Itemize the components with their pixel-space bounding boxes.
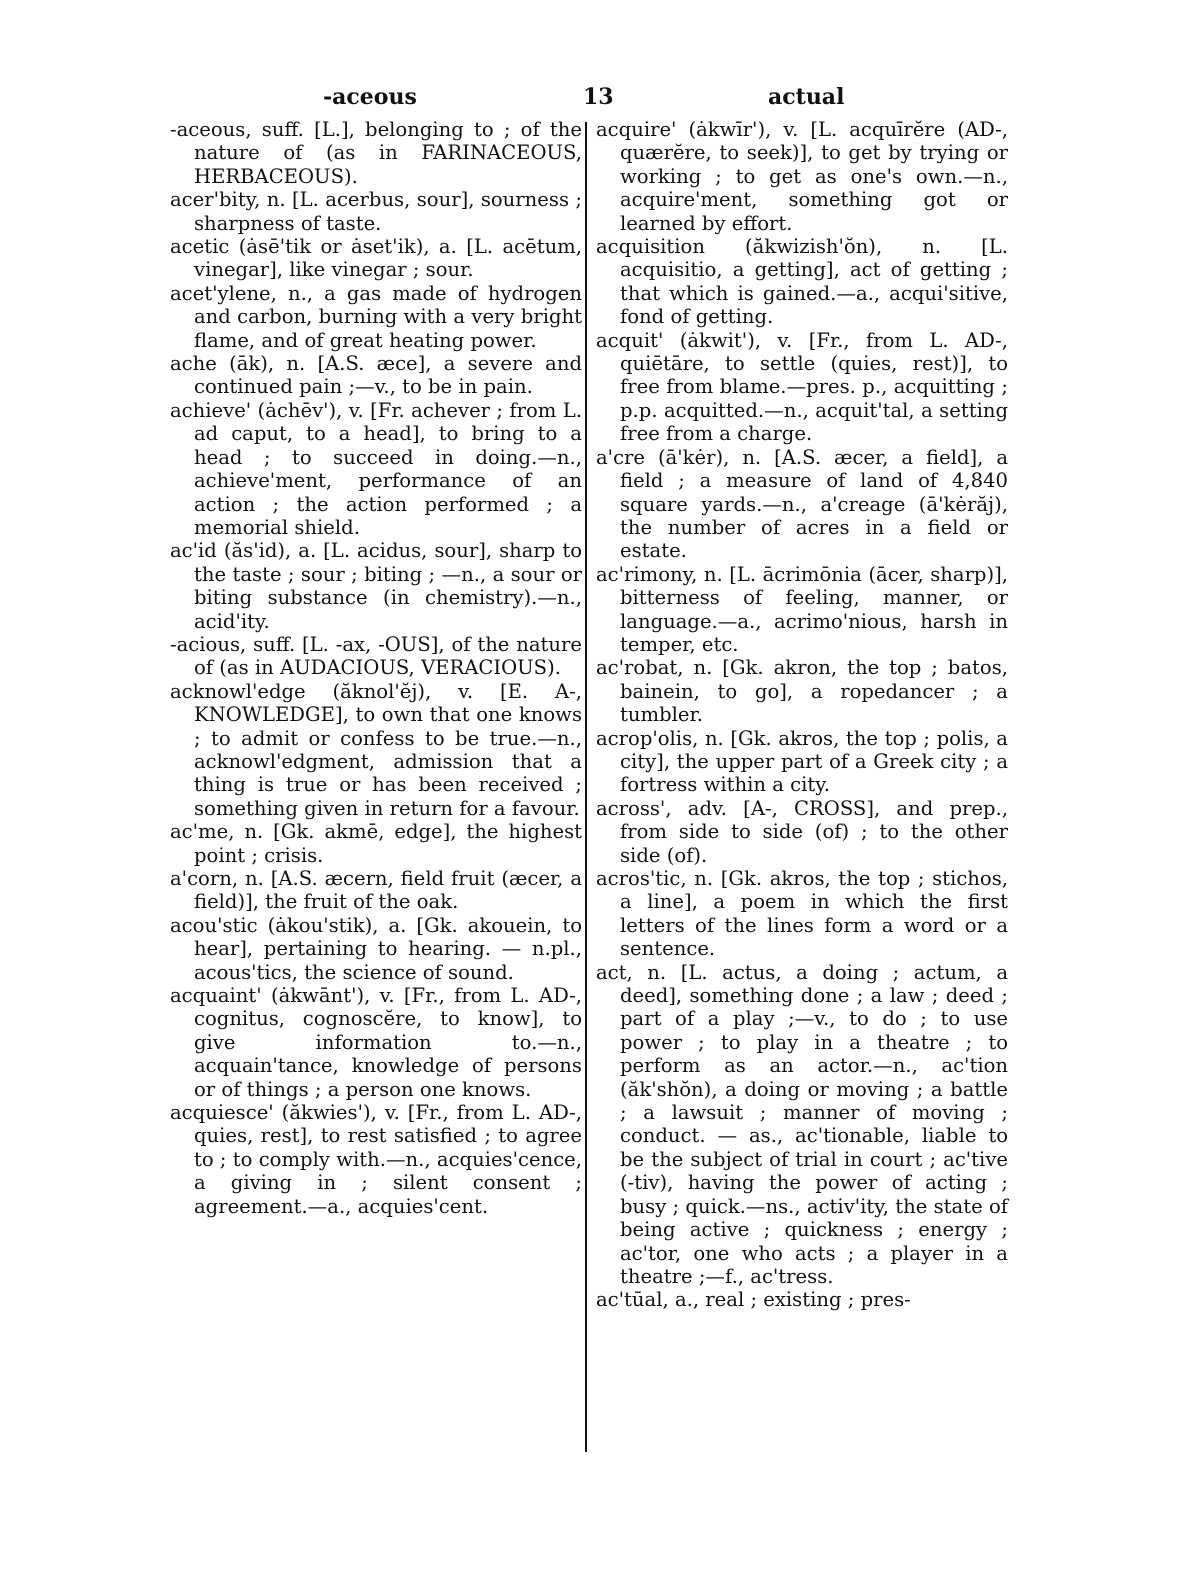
column-divider — [585, 122, 587, 1452]
entry: -acious, suff. [L. -ax, -OUS], of the nature of (as in AUDACIOUS, VERACIOUS). — [170, 632, 582, 680]
entry: ac'id (ăs'id), a. [L. acidus, sour], sharp to the taste ; sour ; biting ; —n., a sour or biting substance (in chemistry).—n., acid'ity. — [170, 539, 582, 633]
entry: acquiesce' (ăkwies'), v. [Fr., from L. AD-, quies, rest], to rest satisfied ; to agree to ; to comply with.—n., acquies'cence, a giving in ; silent consent ; agreement.—a., acquies'cent. — [170, 1101, 582, 1218]
entry: a'corn, n. [A.S. æcern, field fruit (æcer, a field)], the fruit of the oak. — [170, 867, 582, 914]
entry: acetic (ȧsē'tik or ȧset'ik), a. [L. acētum, vinegar], like vinegar ; sour. — [170, 235, 582, 282]
page-header — [168, 84, 1022, 116]
entry: ac'me, n. [Gk. akmē, edge], the highest point ; crisis. — [170, 820, 582, 867]
entry: -aceous, suff. [L.], belonging to ; of the nature of (as in FARINACEOUS, HERBACEOUS). — [170, 118, 582, 188]
entry: acquisition (ăkwizish'ŏn), n. [L. acquisitio, a getting], act of getting ; that which is gained.—a., acqui'sitive, fond of getting. — [596, 235, 1008, 329]
entry: ac'rimony, n. [L. ācrimōnia (ācer, sharp)], bitterness of feeling, manner, or language.—a., acrimo'nious, harsh in temper, etc. — [596, 562, 1008, 656]
entry: acquire' (ȧkwīr'), v. [L. acquīrĕre (AD-, quærĕre, to seek)], to get by trying or working ; to get as one's own.—n., acquire'ment, something got or learned by effort. — [596, 118, 1008, 235]
entry: acer'bity, n. [L. acerbus, sour], sourness ; sharpness of taste. — [170, 188, 582, 235]
entry: ache (āk), n. [A.S. æce], a severe and continued pain ;—v., to be in pain. — [170, 352, 582, 399]
left-guide-word: -aceous — [323, 84, 417, 110]
entry: a'cre (ā'kėr), n. [A.S. æcer, a field], a field ; a measure of land of 4,840 square yards.—n., a'creage (ā'kėrăj), the number of acres in a field or estate. — [596, 445, 1008, 563]
right-guide-word: actual — [768, 84, 845, 110]
entry: acquaint' (ȧkwānt'), v. [Fr., from L. AD-, cognitus, cognoscĕre, to know], to give information to.—n., acquain'tance, knowledge of persons or of things ; a person one knows. — [170, 984, 582, 1101]
page-number: 13 — [583, 84, 614, 110]
entry: acknowl'edge (ăknol'ĕj), v. [E. A-, KNOWLEDGE], to own that one knows ; to admit or confess to be true.—n., acknowl'edgment, admission that a thing is true or has been received ; something given in return for a favour. — [170, 679, 582, 820]
entry: ac'robat, n. [Gk. akron, the top ; batos, bainein, to go], a ropedancer ; a tumbler. — [596, 656, 1008, 727]
entry: act, n. [L. actus, a doing ; actum, a deed], something done ; a law ; deed ; part of a play ;—v., to do ; to use power ; to play in a theatre ; to perform as an actor.—n., ac'tion (ăk'shŏn), a doing or moving ; a battle ; a lawsuit ; manner of moving ; conduct. — as., ac'tionable, liable to be the subject of trial in court ; ac'tive (-tiv), having the power of acting ; busy ; quick.—ns., activ'ity, the state of being active ; quickness ; energy ; ac'tor, one who acts ; a player in a theatre ;—f., ac'tress. — [596, 960, 1008, 1288]
entry: ac'tūal, a., real ; existing ; pres- — [596, 1288, 911, 1312]
right-column — [596, 118, 1008, 1312]
entry: acrop'olis, n. [Gk. akros, the top ; polis, a city], the upper part of a Greek city ; a fortress within a city. — [596, 726, 1008, 797]
left-column — [170, 118, 582, 1218]
entry: acquit' (ȧkwit'), v. [Fr., from L. AD-, quiētāre, to settle (quies, rest)], to free from blame.—pres. p., acquitting ; p.p. acquitted.—n., acquit'tal, a setting free from a charge. — [596, 328, 1008, 446]
entry: across', adv. [A-, CROSS], and prep., from side to side (of) ; to the other side (of). — [596, 796, 1008, 867]
entry: acet'ylene, n., a gas made of hydrogen and carbon, burning with a very bright flame, and of great heating power. — [170, 281, 582, 352]
entry: acros'tic, n. [Gk. akros, the top ; stichos, a line], a poem in which the first letters of the lines form a word or a sentence. — [596, 867, 1008, 961]
entry: acou'stic (ȧkou'stik), a. [Gk. akouein, to hear], pertaining to hearing. — n.pl., acous'tics, the science of sound. — [170, 913, 582, 984]
entry: achieve' (ȧchēv'), v. [Fr. achever ; from L. ad caput, to a head], to bring to a head ; to succeed in doing.—n., achieve'ment, performance of an action ; the action performed ; a memorial shield. — [170, 398, 582, 539]
